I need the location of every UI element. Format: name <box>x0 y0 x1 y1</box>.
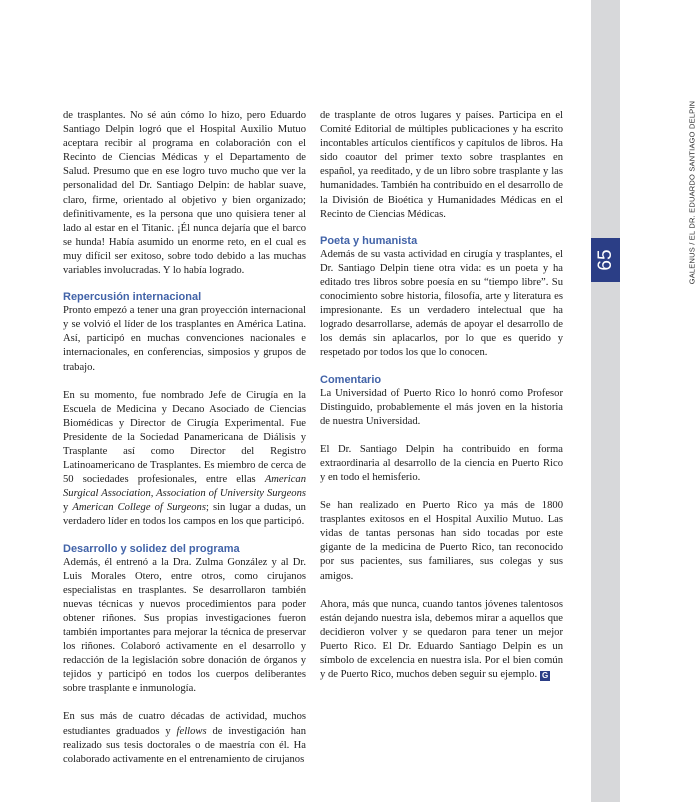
italic-run: American College of Surgeons <box>72 502 206 514</box>
right-column <box>320 109 563 694</box>
sidebar-band <box>591 0 620 802</box>
paragraph: de trasplantes. No sé aún cómo lo hizo, pero Eduardo Santiago Delpin logró que el Hospital Auxilio Mutuo aceptara recibir al programa en colaboración con el Recinto de Ciencias Médicas y el Departamento de Salud. Presumo que en ese logro tuvo mucho que ver la personalidad del Dr. Santiago Delpin: de hablar suave, claro, firme, orientado al objetivo y bien organizado; definitivamente, es la persona que uno quisiera tener al lado al estar en el Titanic. ¡Él nunca dejaría que el barco se hunda! Había asumido un enorme reto, en el cual es muy difícil ser exitoso, sobre todo debido a las muchas variables involucradas. Y lo había logrado. <box>63 110 306 277</box>
left-column <box>63 109 306 779</box>
paragraph: Se han realizado en Puerto Rico ya más de 1800 trasplantes exitosos en el Hospital Auxilio Mutuo. Las vidas de tantas personas han sido tocadas por este gigante de la medicina de Puerto Rico, tan reconocido por sus pacientes, sus familiares, sus colegas y sus amigos. <box>320 500 563 582</box>
italic-run: fellows <box>176 725 207 737</box>
end-of-article-icon: G <box>542 671 549 681</box>
paragraph: Pronto empezó a tener una gran proyección internacional y se volvió el líder de los trasplantes en América Latina. Así, participó en muchas convenciones nacionales e internacionales, en conferencias, simposios y grupos de trabajo. <box>63 305 306 373</box>
text-run: En sus más de cuatro décadas de actividad, muchos estudiantes graduados y <box>63 711 306 737</box>
paragraph: La Universidad of Puerto Rico lo honró como Profesor Distinguido, probablemente el más joven en la historia de nuestra Universidad. <box>320 387 563 427</box>
section-heading: Repercusión internacional <box>63 291 202 304</box>
paragraph: Además, él entrenó a la Dra. Zulma González y al Dr. Luis Morales Otero, entre otros, como cirujanos especialistas en trasplantes. Se desarrollaron también nuevas técnicas y nuevos procedimientos para poder obtener riñones. Sus propias investigaciones fueron también importantes para mejorar la técnica de preservar los riñones. Colaboró activamente en el desarrollo y redacción de la legislación sobre donación de órganos y tejidos y participó en todos los cuerpos deliberantes sobre trasplante e inmunología. <box>63 556 306 695</box>
paragraph <box>320 598 563 683</box>
paragraph: Además de su vasta actividad en cirugía y trasplantes, el Dr. Santiago Delpin tiene otra vida: es un poeta y ha editado tres libros sobre poesía en su “tiempo libre”. Su conocimiento sobre historia, filosofía, arte y literatura es impresionante. Es un verdadero intelectual que ha logrado desarrollarse, además de apoyar el desarrollo de los demás sin aplacarlos, por lo que es querido y respetado por todos los que lo conocen. <box>320 248 563 359</box>
text-run: En su momento, fue nombrado Jefe de Cirugía en la Escuela de Medicina y Decano Asociado de Ciencias Biomédicas y Director de Cirugía Experimental. Fue Presidente de la Sociedad Panamericana de Diálisis y Trasplante así como Director del Registro Latinoamericano de Trasplantes. Es miembro de cerca de 50 sociedades profesionales, entre ellas <box>63 389 306 486</box>
paragraph: El Dr. Santiago Delpin ha contribuido en forma extraordinaria al desarrollo de la ciencia en Puerto Rico y en todo el hemisferio. <box>320 443 563 483</box>
paragraph <box>63 389 306 530</box>
paragraph <box>63 710 306 766</box>
section-heading: Desarrollo y solidez del programa <box>63 542 240 555</box>
section-heading: Poeta y humanista <box>320 234 418 247</box>
page-number-box <box>591 238 620 282</box>
text-run: ; sin lugar a dudas, un verdadero líder en todos los campos en los que participó. <box>63 502 306 528</box>
text-run: Ahora, más que nunca, cuando tantos jóvenes talentosos están dejando nuestra isla, debemos mirar a aquellos que decidieron volver y se quedaron para tener un mejor Puerto Rico. El Dr. Eduardo Santiago Delpin es un símbolo de excelencia en nuestra isla. Por el bien común y de Puerto Rico, muchos deben seguir su ejemplo. <box>320 598 563 681</box>
page-number: 65 <box>594 249 616 271</box>
section-heading: Comentario <box>320 373 382 386</box>
italic-run: American Surgical Association, Association of University Surgeons <box>63 474 306 500</box>
paragraph: de trasplante de otros lugares y países. Participa en el Comité Editorial de múltiples publicaciones y ha escrito incontables artículos científicos y capítulos de libros. Ha sido coautor del primer texto sobre trasplantes en español, ya reeditado, y de un libro sobre trasplante y las humanidades. También ha contribuido en el desarrollo de la División de Bioética y Humanidades Médicas en el Recinto de Ciencias Médicas. <box>320 110 563 220</box>
text-run: de investigación han realizado sus tesis doctorales o de maestría con él. Ha colaborado activamente en el entrenamiento de cirujanos <box>63 725 306 765</box>
running-head: GALENUS / EL DR. EDUARDO SANTIAGO DELPIN <box>687 100 696 285</box>
text-run: y <box>63 502 73 514</box>
